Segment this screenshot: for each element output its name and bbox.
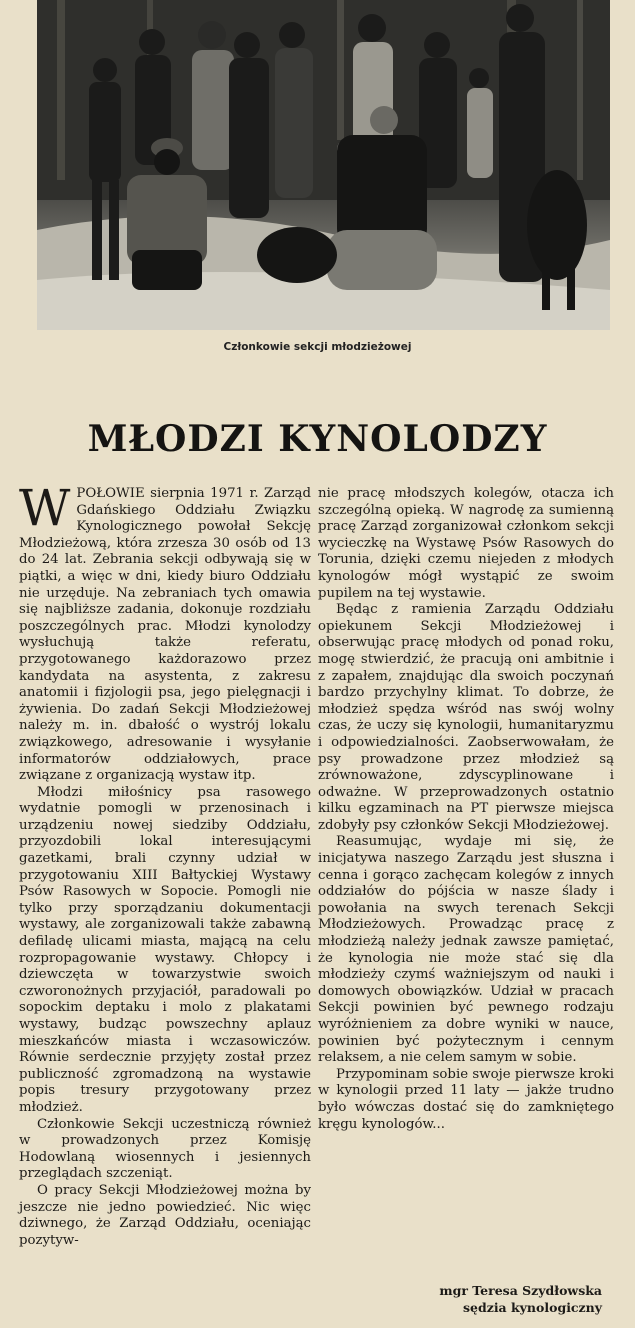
photo-caption: Członkowie sekcji młodzieżowej — [223, 341, 412, 353]
author-role: sędzia kynologiczny — [462, 1300, 602, 1315]
article-column-left — [19, 479, 311, 1249]
author-name: mgr Teresa Szydłowska — [439, 1283, 602, 1298]
article-column-right — [318, 486, 614, 1133]
group-photo — [37, 0, 610, 330]
article-paragraph: Będąc z ramienia Zarządu Oddziału opiekunem Sekcji Młodzieżowej i obserwując pracę młodych od ponad roku, mogę stwierdzić, że pracują oni ambitnie i z zapałem, znajdując dla swoich poczynań bardzo przychylny klimat. To dobrze, że młodzież spędza wśród nas swój wolny czas, że uczy się kynologii, humanitaryzmu i odpowiedzialności. Zaobserwowałam, że psy prowadzone przez młodzież są zrównoważone, zdyscyplinowane i odważne. W przeprowadzonych ostatnio kilku egzaminach na PT pierwsze miejsca zdobyły psy członków Sekcji Młodzieżowej. — [318, 602, 614, 833]
article-paragraph: Członkowie Sekcji uczestniczą również w prowadzonych przez Komisję Hodowlaną wiosennych i jesiennych przeglądach szczeniąt. — [19, 1116, 311, 1182]
article-paragraph: O pracy Sekcji Młodzieżowej można by jeszcze nie jedno powiedzieć. Nic więc dziwnego, że Zarząd Oddziału, oceniając pozytyw- — [19, 1182, 311, 1248]
article-paragraph: WPOŁOWIE sierpnia 1971 r. Zarząd Gdańskiego Oddziału Związku Kynologicznego powołał Sekcję Młodzieżową, która zrzesza 30 osób od 13 do 24 lat. Zebrania sekcji odbywają się w piątki, a więc w dni, kiedy biuro Oddziału nie urzęduje. Na zebraniach tych omawia się najbliższe zadania, dokonuje rozdziału poszczególnych prac. Młodzi kynolodzy wysłuchują także referatu, przygotowanego każdorazowo przez kandydata na asystenta, z zakresu anatomii i fizjologii psa, jego pielęgnacji i żywienia. Do zadań Sekcji Młodzieżowej należy m. in. dbałość o wystrój lokalu związkowego, adresowanie i wysyłanie informatorów oddziałowych, prace związane z organizacją wystaw itp. — [19, 479, 311, 784]
group-photo-illustration — [37, 0, 610, 330]
article-title: MŁODZI KYNOLODZY — [87, 418, 548, 460]
article-paragraph: Reasumując, wydaje mi się, że inicjatywa naszego Zarządu jest słuszna i cenna i gorąco zachęcam kolegów z innych oddziałów do pójścia w nasze ślady i powołania na swych terenach Sekcji Młodzieżowych. Prowadząc pracę z młodzieżą należy jednak zawsze pamiętać, że kynologia nie może stać się dla młodzieży czymś ważniejszym od nauki i domowych obowiązków. Udział w pracach Sekcji powinien być pewnego rodzaju wyróżnieniem za dobre wyniki w nauce, powinien być pożytecznym i cennym relaksem, a nie celem samym w sobie. — [318, 834, 614, 1066]
article-paragraph: Przypominam sobie swoje pierwsze kroki w kynologii przed 11 laty — jakże trudno było wówczas dostać się do zamkniętego kręgu kynologów... — [318, 1066, 614, 1132]
drop-cap: W — [19, 479, 71, 537]
article-paragraph: Młodzi miłośnicy psa rasowego wydatnie pomogli w przenosinach i urządzeniu nowej siedziby Oddziału, przyozdobili lokal interesującymi gazetkami, brali czynny udział w przygotowaniu XIII Bałtyckiej Wystawy Psów Rasowych w Sopocie. Pomogli nie tylko przy sporządzaniu dokumentacji wystawy, ale zorganizowali także zabawną defiladę ulicami miasta, mającą na celu rozpropagowanie wystawy. Chłopcy i dziewczęta w towarzystwie swoich czworonożnych przyjaciół, paradowali po sopockim deptaku i molo z plakatami wystawy, budząc powszechny aplauz mieszkańców miasta i wczasowiczów. Równie serdecznie przyjęty został przez publiczność zgromadzoną na wystawie popis tresury przygotowany przez młodzież. — [19, 784, 311, 1115]
author-signature — [318, 1282, 614, 1316]
article-paragraph: nie pracę młodszych kolegów, otacza ich szczególną opieką. W nagrodę za sumienną pracę Zarząd zorganizował członkom sekcji wycieczkę na Wystawę Psów Rasowych do Torunia, dzięki czemu niejeden z młodych kynologów mógł wystąpić ze swoim pupilem na tej wystawie. — [318, 486, 614, 601]
